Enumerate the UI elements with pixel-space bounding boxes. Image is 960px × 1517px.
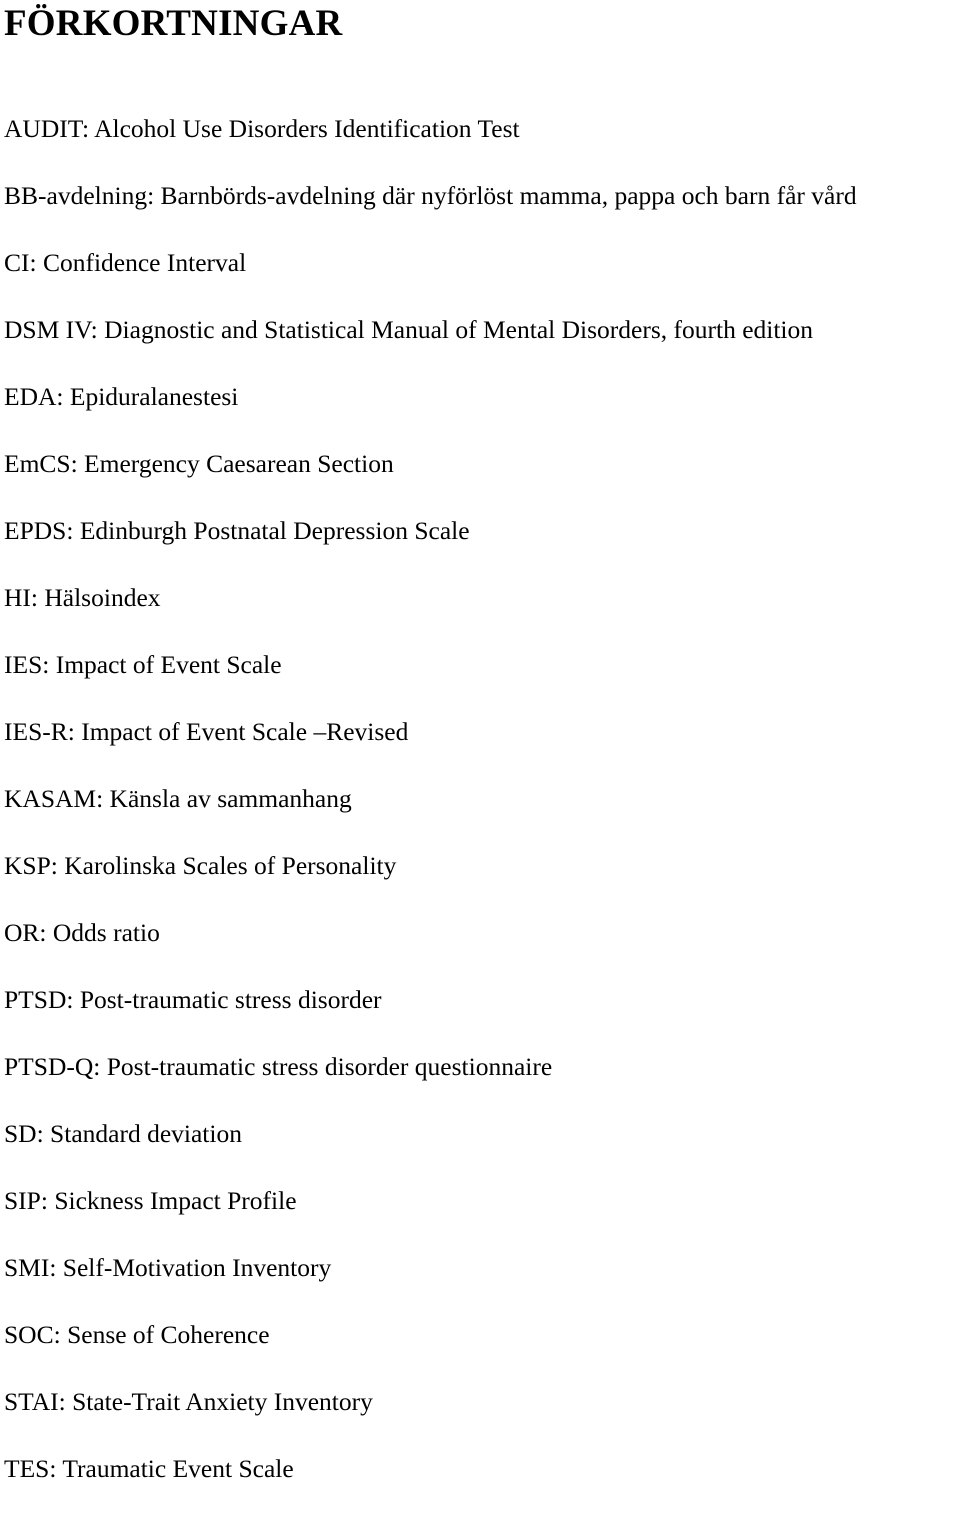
- abbreviation-list: [4, 110, 857, 1517]
- page-title: FÖRKORTNINGAR: [4, 3, 343, 44]
- abbreviation-item-ptsd-q: PTSD-Q: Post-traumatic stress disorder questionnaire: [4, 1052, 553, 1081]
- abbreviation-item-ies-r: IES-R: Impact of Event Scale –Revised: [4, 717, 409, 746]
- abbreviation-item-bb-avdelning: BB-avdelning: Barnbörds-avdelning där nyförlöst mamma, pappa och barn får vård: [4, 181, 857, 210]
- abbreviation-item-kasam: KASAM: Känsla av sammanhang: [4, 784, 352, 813]
- abbreviation-item-or: OR: Odds ratio: [4, 918, 160, 947]
- abbreviation-item-eda: EDA: Epiduralanestesi: [4, 382, 239, 411]
- abbreviation-item-epds: EPDS: Edinburgh Postnatal Depression Scale: [4, 516, 470, 545]
- abbreviation-item-hi: HI: Hälsoindex: [4, 583, 161, 612]
- abbreviation-item-tes: TES: Traumatic Event Scale: [4, 1454, 294, 1483]
- abbreviation-item-ci: CI: Confidence Interval: [4, 248, 247, 277]
- abbreviation-item-stai: STAI: State-Trait Anxiety Inventory: [4, 1387, 373, 1416]
- abbreviation-item-dsm-iv: DSM IV: Diagnostic and Statistical Manual of Mental Disorders, fourth edition: [4, 315, 814, 344]
- abbreviation-item-sip: SIP: Sickness Impact Profile: [4, 1186, 297, 1215]
- abbreviation-item-ksp: KSP: Karolinska Scales of Personality: [4, 851, 397, 880]
- abbreviation-item-ptsd: PTSD: Post-traumatic stress disorder: [4, 985, 382, 1014]
- abbreviation-item-ies: IES: Impact of Event Scale: [4, 650, 282, 679]
- abbreviation-item-emcs: EmCS: Emergency Caesarean Section: [4, 449, 394, 478]
- abbreviation-item-sd: SD: Standard deviation: [4, 1119, 242, 1148]
- abbreviation-item-smi: SMI: Self-Motivation Inventory: [4, 1253, 332, 1282]
- abbreviation-item-soc: SOC: Sense of Coherence: [4, 1320, 270, 1349]
- abbreviation-item-audit: AUDIT: Alcohol Use Disorders Identification Test: [4, 114, 520, 143]
